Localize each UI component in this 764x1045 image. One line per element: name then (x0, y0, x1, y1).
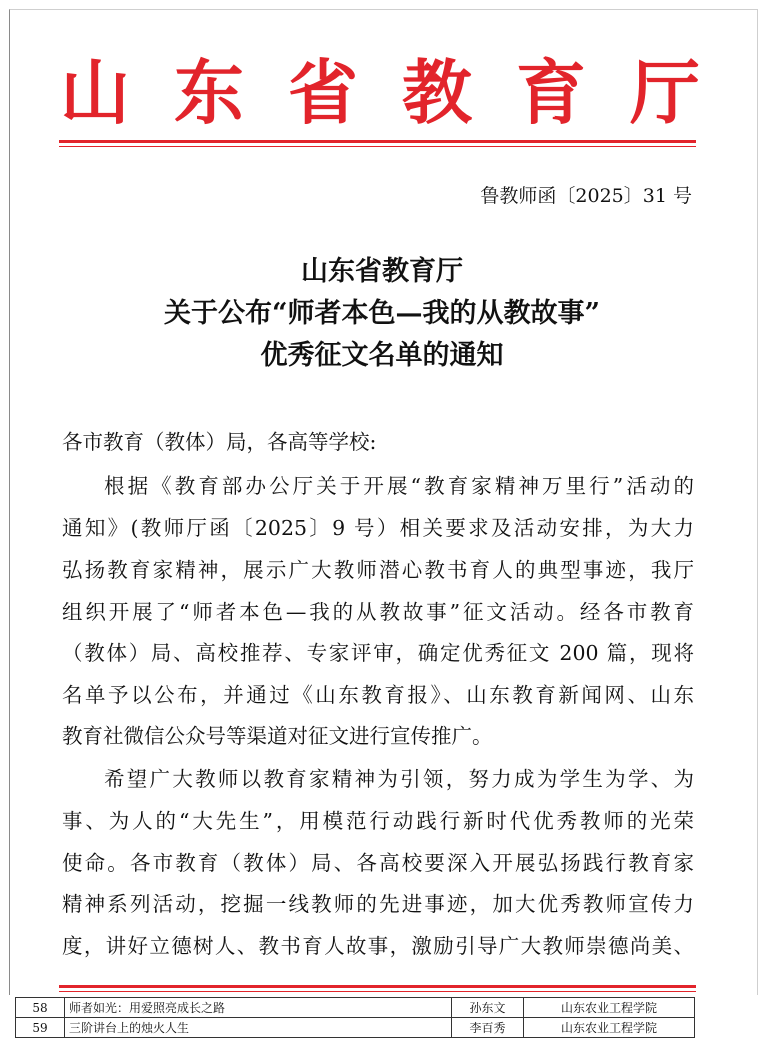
masthead-red-rule-thin (59, 146, 696, 147)
paragraph-2-line: 度，讲好立德树人、教书育人故事，激励引导广大教师崇德尚美、 (62, 934, 694, 958)
footer-red-rule-thin (59, 991, 696, 992)
paragraph-2-line: 希望广大教师以教育家精神为引领，努力成为学生为学、为 (104, 767, 694, 791)
author-name: 李百秀 (452, 1018, 524, 1038)
masthead-red-rule-thick (59, 140, 696, 143)
paragraph-1-line: 根据《教育部办公厅关于开展“教育家精神万里行”活动的 (104, 474, 694, 498)
document-title-line-2: 关于公布“师者本色—我的从教故事” (163, 298, 601, 329)
footer-red-rule-thick (59, 985, 696, 988)
essay-title: 三阶讲台上的烛火人生 (65, 1018, 452, 1038)
paragraph-1-line: 教育社微信公众号等渠道对征文进行宣传推广。 (62, 724, 493, 748)
row-number: 58 (16, 998, 65, 1018)
paragraph-1-line: 组织开展了“师者本色—我的从教故事”征文活动。经各市教育 (62, 600, 694, 624)
paragraph-1-line: 弘扬教育家精神，展示广大教师潜心教书育人的典型事迹，我厅 (62, 558, 694, 582)
paragraph-2-line: 精神系列活动，挖掘一线教师的先进事迹，加大优秀教师宣传力 (62, 892, 694, 916)
document-title-line-3: 优秀征文名单的通知 (260, 340, 504, 371)
author-name: 孙东文 (452, 998, 524, 1018)
paragraph-2-line: 事、为人的“大先生”，用模范行动践行新时代优秀教师的光荣 (62, 809, 694, 833)
essay-title: 师者如光：用爱照亮成长之路 (65, 998, 452, 1018)
row-number: 59 (16, 1018, 65, 1038)
author-unit: 山东农业工程学院 (524, 998, 695, 1018)
table-row (16, 1018, 695, 1038)
table-row (16, 998, 695, 1018)
paragraph-1-line: （教体）局、高校推荐、专家评审，确定优秀征文 200 篇，现将 (62, 641, 694, 665)
paragraph-1-line: 名单予以公布，并通过《山东教育报》、山东教育新闻网、山东 (62, 683, 694, 707)
document-title-line-1: 山东省教育厅 (301, 256, 463, 287)
masthead-title: 山东省教育厅 (60, 51, 744, 134)
addressee: 各市教育（教体）局，各高等学校: (62, 430, 377, 454)
paragraph-1-line: 通知》(教师厅函〔2025〕9 号）相关要求及活动安排，为大力 (62, 516, 694, 540)
paragraph-2-line: 使命。各市教育（教体）局、各高校要深入开展弘扬践行教育家 (62, 851, 694, 875)
award-list-table (15, 997, 695, 1038)
author-unit: 山东农业工程学院 (524, 1018, 695, 1038)
document-number: 鲁教师函〔2025〕31 号 (480, 185, 692, 207)
